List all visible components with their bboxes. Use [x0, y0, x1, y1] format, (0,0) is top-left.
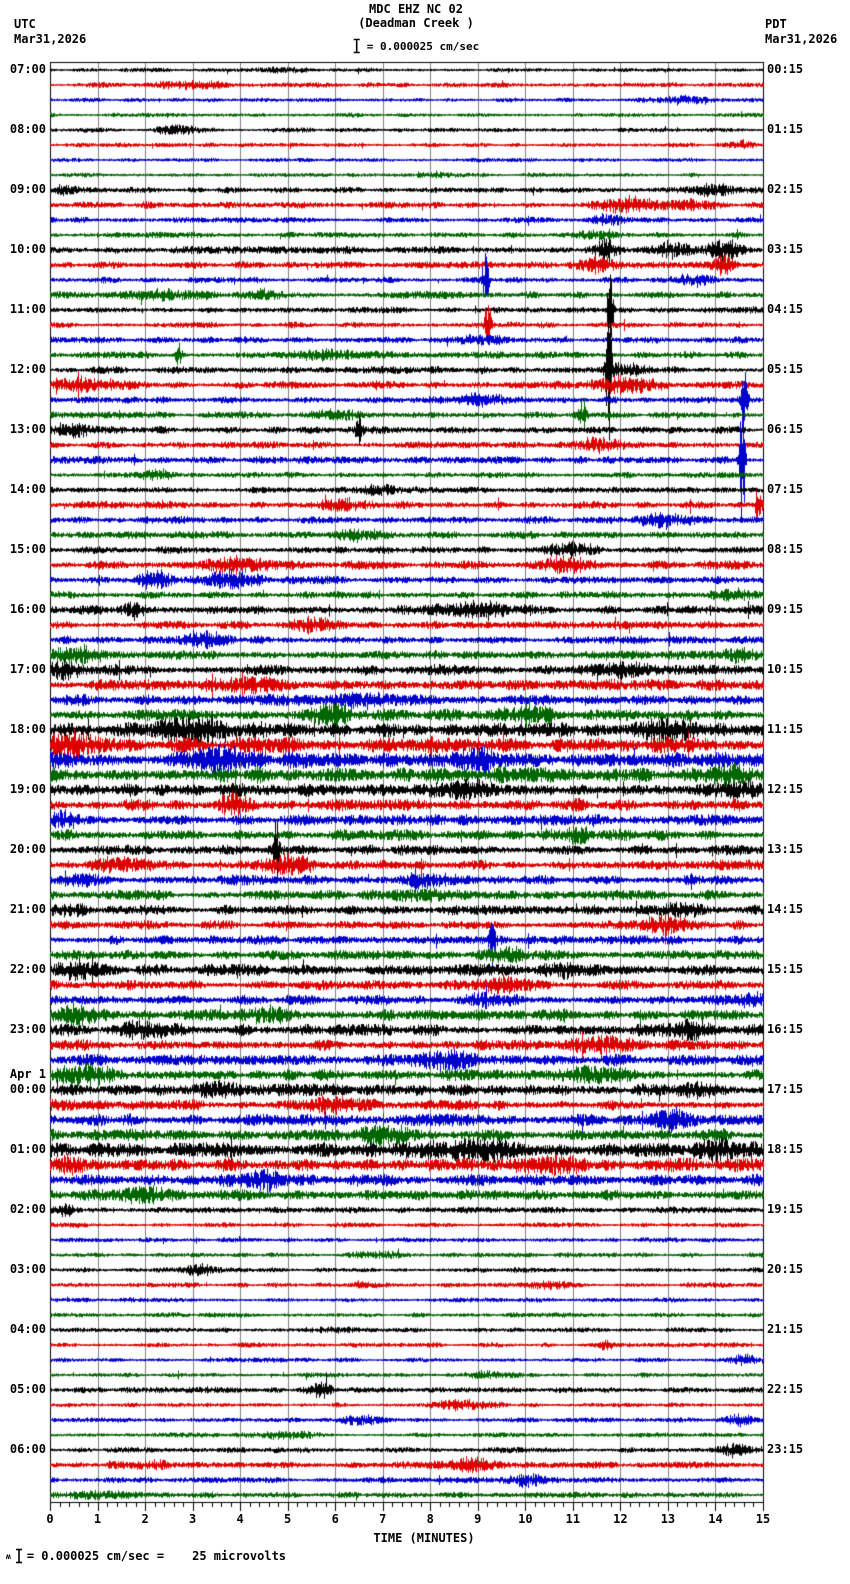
- x-tick-label: 13: [660, 1512, 676, 1526]
- utc-hour-label: 08:00: [9, 122, 46, 136]
- pdt-hour-label: 16:15: [767, 1022, 804, 1036]
- pdt-hour-label: 20:15: [767, 1262, 804, 1276]
- pdt-hour-label: 09:15: [767, 602, 804, 616]
- pdt-hour-label: 01:15: [767, 122, 804, 136]
- pdt-hour-label: 00:15: [767, 62, 804, 76]
- right-date-label: Mar31,2026: [765, 32, 838, 46]
- utc-hour-label: 05:00: [9, 1382, 46, 1396]
- pdt-hour-label: 15:15: [767, 962, 804, 976]
- utc-hour-label: 06:00: [9, 1442, 46, 1456]
- pdt-hour-label: 08:15: [767, 542, 804, 556]
- x-tick-label: 4: [236, 1512, 244, 1526]
- scale-bar-icon: [15, 1548, 23, 1564]
- utc-hour-label: 16:00: [9, 602, 46, 616]
- utc-hour-label: 10:00: [9, 242, 46, 256]
- utc-hour-label: 11:00: [9, 302, 46, 316]
- x-tick-label: 1: [93, 1512, 102, 1526]
- utc-hour-label: 18:00: [9, 722, 46, 736]
- page-title: MDC EHZ NC 02: [369, 2, 463, 16]
- x-axis-title: TIME (MINUTES): [373, 1531, 475, 1545]
- pdt-hour-label: 04:15: [767, 302, 804, 316]
- pdt-hour-label: 18:15: [767, 1142, 804, 1156]
- waveform-glyph: ʍ: [6, 1551, 11, 1561]
- utc-hour-label: 23:00: [9, 1022, 46, 1036]
- utc-hour-label: 19:00: [9, 782, 46, 796]
- x-tick-label: 3: [188, 1512, 197, 1526]
- pdt-hour-label: 12:15: [767, 782, 804, 796]
- left-timezone-label: UTC: [14, 17, 36, 31]
- utc-hour-label: 15:00: [9, 542, 46, 556]
- pdt-hour-label: 07:15: [767, 482, 804, 496]
- scale-bar-icon: [353, 38, 361, 54]
- utc-hour-label: 21:00: [9, 902, 46, 916]
- utc-hour-label: 04:00: [9, 1322, 46, 1336]
- x-tick-label: 5: [284, 1512, 292, 1526]
- amplitude-scale: [353, 38, 480, 54]
- utc-hour-label: 03:00: [9, 1262, 46, 1276]
- pdt-hour-label: 17:15: [767, 1082, 804, 1096]
- x-tick-label: 8: [426, 1512, 434, 1526]
- station-subtitle: (Deadman Creek ): [358, 16, 474, 30]
- pdt-hour-label: 11:15: [767, 722, 804, 736]
- footer-value-text: 25 microvolts: [192, 1548, 287, 1563]
- x-tick-label: 6: [331, 1512, 339, 1526]
- pdt-hour-label: 19:15: [767, 1202, 804, 1216]
- pdt-hour-label: 14:15: [767, 902, 804, 916]
- utc-hour-label: 14:00: [9, 482, 46, 496]
- right-timezone-label: PDT: [765, 17, 787, 31]
- x-tick-label: 9: [474, 1512, 482, 1526]
- pdt-hour-label: 06:15: [767, 422, 804, 436]
- utc-hour-label: 20:00: [9, 842, 46, 856]
- x-tick-label: 10: [518, 1512, 533, 1526]
- utc-hour-label: 22:00: [9, 962, 46, 976]
- utc-hour-label: 00:00: [9, 1082, 46, 1096]
- utc-hour-label: 02:00: [9, 1202, 46, 1216]
- x-tick-label: 2: [141, 1512, 149, 1526]
- pdt-hour-label: 22:15: [767, 1382, 804, 1396]
- x-tick-label: 15: [755, 1512, 771, 1526]
- pdt-hour-label: 02:15: [767, 182, 804, 196]
- left-date-label: Mar31,2026: [14, 32, 87, 46]
- utc-hour-label: 09:00: [9, 182, 46, 196]
- pdt-hour-label: 10:15: [767, 662, 804, 676]
- x-tick-label: 0: [46, 1512, 54, 1526]
- utc-hour-label: 17:00: [9, 662, 46, 676]
- utc-hour-label: 12:00: [9, 362, 46, 376]
- utc-hour-label: 07:00: [9, 62, 46, 76]
- utc-hour-label: 13:00: [9, 422, 46, 436]
- pdt-hour-label: 05:15: [767, 362, 804, 376]
- x-tick-label: 14: [708, 1512, 723, 1526]
- x-tick-label: 7: [379, 1512, 387, 1526]
- pdt-hour-label: 23:15: [767, 1442, 804, 1456]
- pdt-hour-label: 03:15: [767, 242, 804, 256]
- pdt-hour-label: 21:15: [767, 1322, 804, 1336]
- date-change-label: Apr 1: [9, 1067, 46, 1081]
- x-tick-label: 11: [565, 1512, 581, 1526]
- x-tick-label: 12: [613, 1512, 628, 1526]
- pdt-hour-label: 13:15: [767, 842, 804, 856]
- utc-hour-label: 01:00: [9, 1142, 46, 1156]
- footer-scale-note: [6, 1548, 286, 1564]
- footer-equals-text: = 0.000025 cm/sec =: [26, 1548, 165, 1563]
- scale-label: = 0.000025 cm/sec: [366, 39, 480, 53]
